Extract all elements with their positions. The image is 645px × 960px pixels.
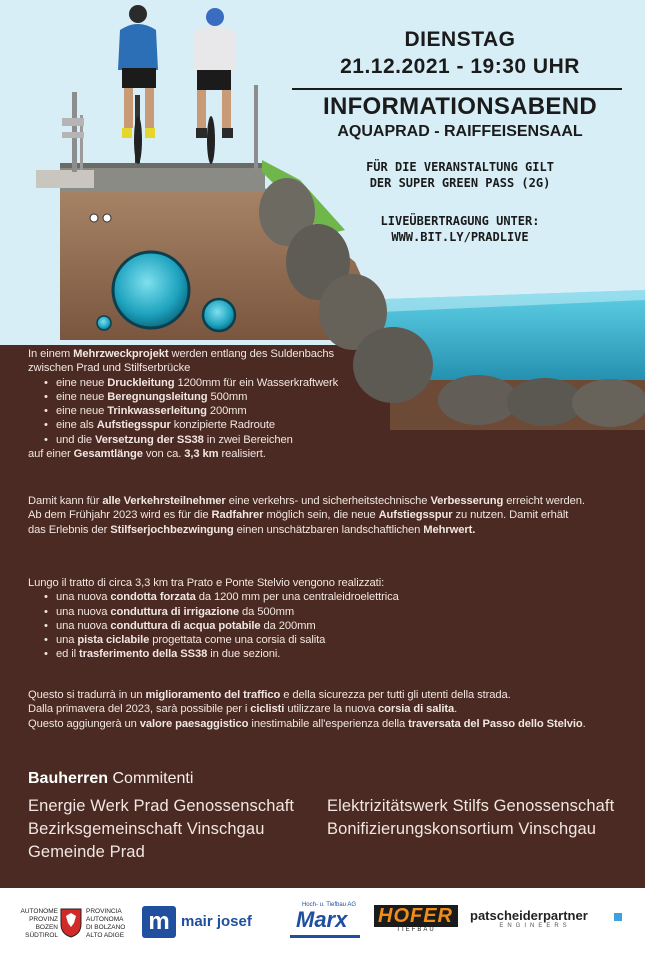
- green-pass-note-line2: DER SUPER GREEN PASS (2G): [369, 176, 551, 190]
- province-label-de: AUTONOME PROVINZ BOZEN SÜDTIROL: [20, 908, 58, 939]
- event-date: 21.12.2021 - 19:30 UHR: [340, 55, 580, 78]
- de-intro-line1: In einem Mehrzweckprojekt werden entlang des Suldenbachs: [28, 348, 334, 360]
- irrigation-pipe: [203, 299, 235, 331]
- green-pass-note-line1: FÜR DIE VERANSTALTUNG GILT: [366, 160, 554, 174]
- cyclist-left: [118, 5, 158, 164]
- it-bullet: • ed il trasferimento della SS38 in due sezioni.: [42, 647, 638, 661]
- mair-logo-text: mair josef: [181, 913, 252, 930]
- de-bullet: • eine neue Druckleitung 1200mm für ein Wasserkraftwerk: [42, 376, 638, 390]
- italian-benefits: Questo si tradurrà in un miglioramento del traffico e della sicurezza per tutti gli utenti della strada. Dalla primavera del 2023, sarà possibile per i ciclisti utilizzare la nuova corsia di salita. Questo aggiungerà un valore paesaggistico inestimabile all'esperienza della traversata del Passo dello Stelvio.: [28, 689, 586, 730]
- de-bullet: • und die Versetzung der SS38 in zwei Bereichen: [42, 433, 638, 447]
- it-bullet: • una nuova conduttura di acqua potabile da 200mm: [42, 619, 638, 633]
- blue-square-icon: [614, 913, 622, 921]
- event-location: AQUAPRAD - RAIFFEISENSAAL: [337, 123, 583, 140]
- curb: [36, 170, 94, 188]
- it-bullet: • una nuova conduttura di irrigazione da 500mm: [42, 605, 638, 619]
- de-intro-line2: zwischen Prad und Stilfserbrücke: [28, 362, 191, 375]
- builder-name: Bezirksgemeinschaft Vinschgau: [28, 820, 265, 838]
- it-bullet: • una nuova condotta forzata da 1200 mm per una centraleidroelettrica: [42, 590, 638, 604]
- marx-logo: Hoch- u. Tiefbau AG Marx: [290, 902, 360, 938]
- event-day: DIENSTAG: [404, 28, 516, 51]
- it-bullet: • una pista ciclabile progettata come una corsia di salita: [42, 633, 638, 647]
- de-bullet: • eine als Aufstiegsspur konzipierte Radroute: [42, 418, 638, 432]
- patscheider-logo: patscheiderpartner ENGINEERS: [470, 908, 588, 929]
- livestream-label: LIVEÜBERTRAGUNG UNTER:: [380, 214, 540, 228]
- sponsor-footer: [0, 888, 645, 960]
- hofer-logo: HOFER TIEFBAU: [374, 905, 458, 935]
- german-description: [28, 347, 638, 461]
- mair-logo-icon: m: [142, 906, 176, 938]
- builders-heading: Bauherren Commitenti: [28, 770, 194, 787]
- german-benefits: Damit kann für alle Verkehrsteilnehmer eine verkehrs- und sicherheitstechnische Verbesserung erreicht werden. Ab dem Frühjahr 2023 wird es für die Radfahrer möglich sein, die neue Aufstiegsspur zu nutzen. Damit erhält das Erlebnis der Stilfserjochbezwingung einen unschätzbaren landschaftlichen Mehrwert.: [28, 495, 585, 536]
- province-crest-icon: [60, 908, 82, 938]
- fence-post: [254, 85, 258, 170]
- province-label-it: PROVINCIA AUTONOMA DI BOLZANO ALTO ADIGE: [86, 908, 126, 939]
- builder-name: Energie Werk Prad Genossenschaft: [28, 797, 295, 815]
- builder-name: Elektrizitätswerk Stilfs Genossenschaft: [327, 797, 615, 815]
- de-bullet: • eine neue Beregnungsleitung 500mm: [42, 390, 638, 404]
- cyclist-right: [193, 8, 235, 164]
- drinking-water-pipe: [97, 316, 111, 330]
- it-intro: Lungo il tratto di circa 3,3 km tra Prato e Ponte Stelvio vengono realizzati:: [28, 577, 385, 589]
- pressure-pipe: [113, 252, 189, 328]
- builder-name: Gemeinde Prad: [28, 843, 145, 861]
- de-outro: auf einer Gesamtlänge von ca. 3,3 km realisiert.: [28, 448, 266, 461]
- livestream-link[interactable]: WWW.BIT.LY/PRADLIVE: [391, 230, 529, 244]
- event-title: INFORMATIONSABEND: [323, 93, 597, 120]
- de-bullet: • eine neue Trinkwasserleitung 200mm: [42, 404, 638, 418]
- header-divider: [292, 88, 622, 90]
- italian-description: [28, 576, 638, 662]
- builder-name: Bonifizierungskonsortium Vinschgau: [327, 820, 597, 838]
